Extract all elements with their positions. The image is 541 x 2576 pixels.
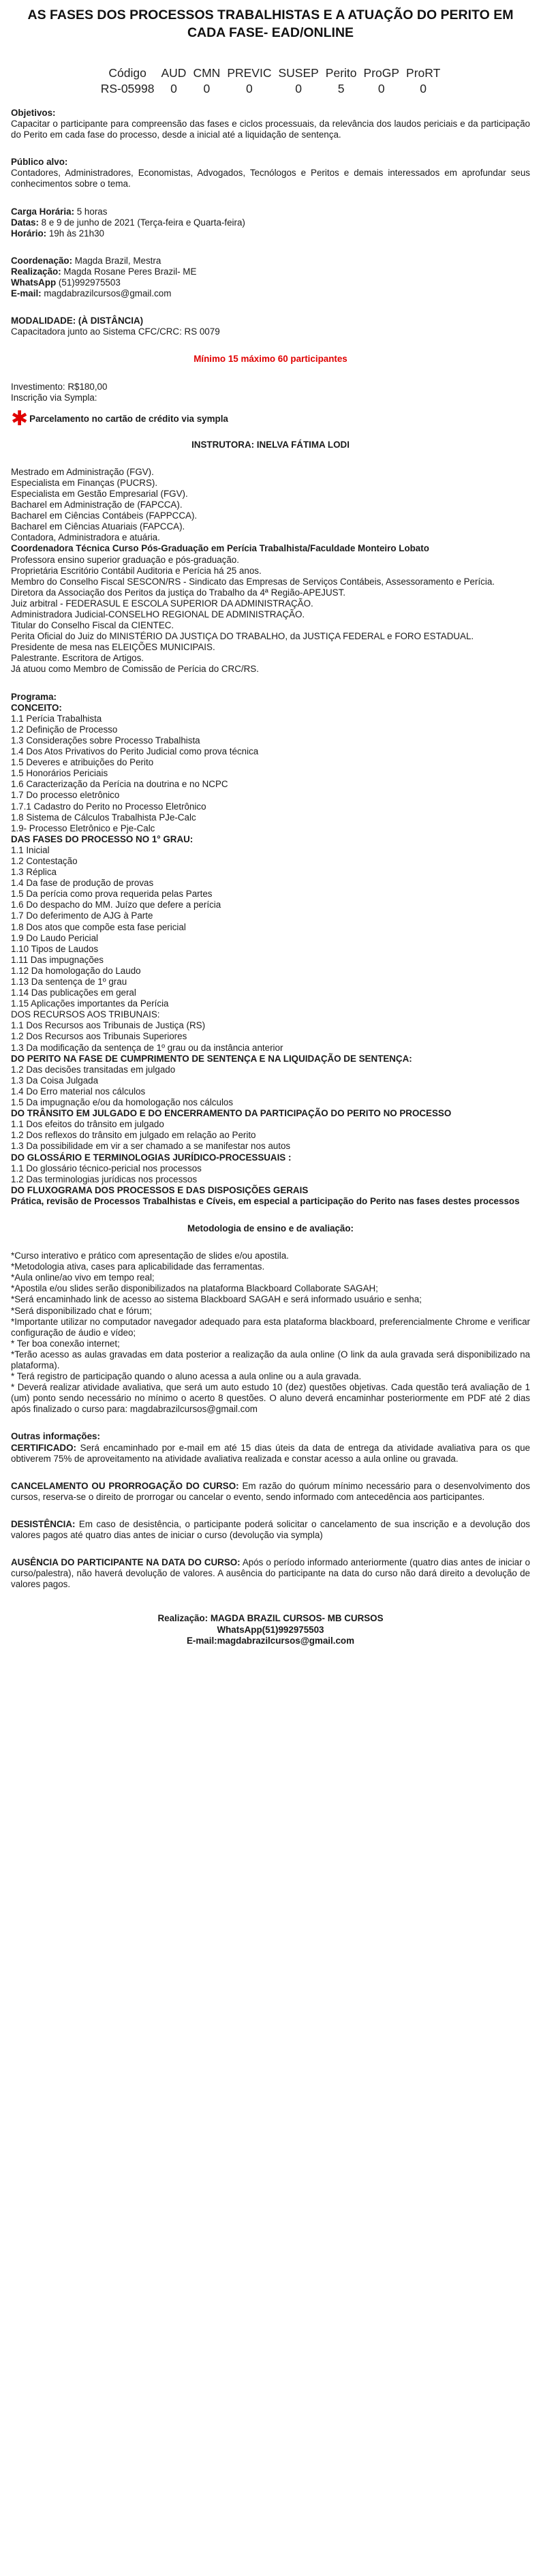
list-item: 1.6 Caracterização da Perícia na doutrina e no NCPC [11,779,228,790]
list-item: 1.4 Dos Atos Privativos do Perito Judicial como prova técnica [11,746,259,757]
pratica-label: Prática, revisão de Processos Trabalhistas e Cíveis, em especial a participação do Perito nas fases destes processos [11,1195,520,1206]
carga-value: 5 horas [74,206,108,217]
list-item: Membro do Conselho Fiscal SESCON/RS - Sindicato das Empresas de Serviços Contábeis, Assessoramento e Perícia. [11,576,495,587]
fases-label: DAS FASES DO PROCESSO NO 1° GRAU: [11,833,194,844]
list-item: *Será disponibilizado chat e fórum; [11,1305,152,1316]
transito-list [11,1119,530,1152]
metodologia-section [11,1251,530,1415]
list-item: 1.9 Do Laudo Pericial [11,932,99,943]
list-item: 1.7.1 Cadastro do Perito no Processo Eletrônico [11,801,206,812]
ausencia-paragraph [11,1557,530,1590]
list-item: 1.2 Dos reflexos do trânsito em julgado em relação ao Perito [11,1130,256,1141]
parcelamento-line [11,407,530,430]
asterisk-icon: ✱ [11,407,29,430]
list-item: 1.11 Das impugnações [11,954,104,965]
list-item: * Deverá realizar atividade avaliativa, que será um auto estudo 10 (dez) questões objetivas. Cada questão terá avaliação de 1 (um) ponto sendo necessário no mínimo o acerto 8 questões. O aluno deverá encaminhar posteriormente em PDF até 2 dias após finalizado o curso para: magdabrazilcursos@gmail.com [11,1382,530,1415]
list-item: 1.15 Aplicações importantes da Perícia [11,998,169,1009]
outras-label: Outras informações: [11,1431,100,1442]
investimento-text: Investimento: R$180,00 [11,381,108,392]
transito-label: DO TRÂNSITO EM JULGADO E DO ENCERRAMENTO DA PARTICIPAÇÃO DO PERITO NO PROCESSO [11,1108,452,1119]
instrutora-bio [11,467,530,675]
list-item: 1.5 Honorários Periciais [11,768,108,779]
list-item: 1.5 Deveres e atribuições do Perito [11,757,154,768]
programa-section [11,692,530,1207]
datas-value: 8 e 9 de junho de 2021 (Terça-feira e Quarta-feira) [38,217,245,228]
horario-value: 19h às 21h30 [46,228,104,239]
list-item: 1.10 Tipos de Laudos [11,943,99,954]
list-item: 1.2 Das decisões transitadas em julgado [11,1064,176,1075]
objetivos-label: Objetivos: [11,108,56,118]
code-table-cell: 0 [295,82,302,95]
whatsapp-label: WhatsApp [11,277,57,288]
list-item: Contadora, Administradora e atuária. [11,532,160,543]
contato-section [11,256,530,299]
list-item: 1.7 Do deferimento de AJG à Parte [11,910,153,921]
inscricao-text[interactable]: Inscrição via Sympla: [11,392,97,403]
ausencia-label: AUSÊNCIA DO PARTICIPANTE NA DATA DO CURSO: [11,1557,241,1568]
footer [11,1613,530,1646]
list-item: 1.7 Do processo eletrônico [11,790,120,801]
list-item: 1.3 Da Coisa Julgada [11,1075,99,1086]
list-item: Bacharel em Ciências Atuariais (FAPCCA). [11,521,185,532]
conceito-label: CONCEITO: [11,702,62,713]
certificado-text: Será encaminhado por e-mail em até 15 dias úteis da data de entrega da atividade avaliativa para os que obtiverem 75% de aproveitamento na atividade avaliativa realizada e constar acesso a aula online ou gravada. [11,1442,530,1464]
list-item: DOS RECURSOS AOS TRIBUNAIS: [11,1009,160,1020]
list-item: *Aula online/ao vivo em tempo real; [11,1272,155,1283]
code-table-header-row [97,65,444,81]
list-item: *Terão acesso as aulas gravadas em data posterior a realização da aula online (O link da aula gravada será disponibilizado na plataforma). [11,1349,530,1370]
code-table-header: AUD [161,66,187,80]
list-item: 1.1 Dos efeitos do trânsito em julgado [11,1119,164,1130]
list-item: Perita Oficial do Juiz do MINISTÉRIO DA JUSTIÇA DO TRABALHO, da JUSTIÇA FEDERAL e FORO ESTADUAL. [11,631,474,642]
code-table-header: SUSEP [278,66,319,80]
fases-list [11,845,530,1054]
list-item: 1.14 Das publicações em geral [11,987,136,998]
metodologia-list [11,1251,530,1415]
list-item: *Metodologia ativa, cases para aplicabilidade das ferramentas. [11,1261,265,1272]
list-item: 1.2 Definição de Processo [11,724,118,735]
vagas-notice: Mínimo 15 máximo 60 participantes [194,354,347,365]
list-item: 1.13 Da sentença de 1º grau [11,977,127,987]
list-item: *Importante utilizar no computador navegador adequado para esta plataforma blackboard, preferencialmente Chrome e verificar configuração de áudio e vídeo; [11,1316,530,1338]
list-item: 1.12 Da homologação do Laudo [11,965,141,976]
publico-section [11,157,530,189]
list-item: Já atuou como Membro de Comissão de Perícia do CRC/RS. [11,664,259,675]
list-item: Mestrado em Administração (FGV). [11,466,154,477]
modalidade-text: Capacitadora junto ao Sistema CFC/CRC: RS 0079 [11,326,220,337]
list-item: Presidente de mesa nas ELEIÇÕES MUNICIPAIS. [11,642,215,653]
code-table-cell: RS-05998 [100,82,155,95]
code-table-header: ProRT [406,66,441,80]
list-item: 1.3 Considerações sobre Processo Trabalhista [11,735,200,746]
horario-label: Horário: [11,228,47,239]
horario-line [11,228,530,239]
list-item: *Será encaminhado link de acesso ao sistema Blackboard SAGAH e será informado usuário e senha; [11,1294,422,1305]
code-table-header: Perito [325,66,357,80]
list-item: Palestrante. Escritora de Artigos. [11,653,144,664]
realizacao-value: Magda Rosane Peres Brazil- ME [61,266,197,277]
outras-section [11,1431,530,1464]
list-item: 1.4 Do Erro material nos cálculos [11,1086,146,1097]
objetivos-section [11,108,530,140]
info-section [11,206,530,239]
code-table-value-row [97,81,444,97]
list-item: 1.3 Da modificação da sentença de 1º grau ou da instância anterior [11,1042,283,1053]
list-item: 1.2 Contestação [11,855,78,866]
code-table-header: PREVIC [227,66,272,80]
code-table-header: Código [108,66,146,80]
realizacao-line [11,266,530,277]
list-item: 1.3 Da possibilidade em vir a ser chamado a se manifestar nos autos [11,1141,291,1152]
list-item: Juiz arbitral - FEDERASUL E ESCOLA SUPERIOR DA ADMINISTRAÇÃO. [11,598,313,609]
desistencia-text: Em caso de desistência, o participante poderá solicitar o cancelamento de sua inscrição e a devolução dos valores pagos até quatro dias antes de iniciar o curso (devolução via sympla) [11,1518,530,1541]
desistencia-label: DESISTÊNCIA: [11,1518,76,1529]
footer-realizacao: Realização: MAGDA BRAZIL CURSOS- MB CURSOS [157,1613,384,1624]
objetivos-text: Capacitar o participante para compreensão das fases e ciclos processuais, da relevância dos laudos periciais e da participação do Perito em cada fase do processo, desde a inicial até a liquidação de sentença. [11,119,530,140]
list-item: * Ter boa conexão internet; [11,1338,120,1349]
programa-label: Programa: [11,691,57,702]
email-line [11,288,530,299]
desistencia-paragraph [11,1519,530,1541]
list-item: 1.8 Dos atos que compõe esta fase pericial [11,921,186,932]
certificado-label: CERTIFICADO: [11,1442,76,1453]
footer-whatsapp: WhatsApp(51)992975503 [217,1624,324,1635]
list-item: 1.2 Das terminologias jurídicas nos processos [11,1174,198,1184]
list-item: 1.6 Do despacho do MM. Juízo que defere a perícia [11,900,221,910]
email-label: E-mail: [11,288,42,299]
datas-line [11,217,530,228]
list-item: Diretora da Associação dos Peritos da justiça do Trabalho da 4ª Região-APEJUST. [11,587,345,598]
fluxograma-label: DO FLUXOGRAMA DOS PROCESSOS E DAS DISPOSIÇÕES GERAIS [11,1184,309,1195]
publico-text: Contadores, Administradores, Economistas, Advogados, Tecnólogos e Peritos e demais interessados em aprofundar seus conhecimentos sobre o tema. [11,168,530,189]
list-item: 1.1 Inicial [11,844,50,855]
code-table [97,65,444,97]
cancelamento-paragraph [11,1481,530,1503]
list-item: *Apostila e/ou slides serão disponibilizados na plataforma Blackboard Collaborate SAGAH; [11,1283,378,1294]
coordenadora-line: Coordenadora Técnica Curso Pós-Graduação em Perícia Trabalhista/Faculdade Monteiro Lobato [11,543,429,554]
list-item: 1.5 Da perícia como prova requerida pelas Partes [11,889,213,900]
realizacao-label: Realização: [11,266,61,277]
coord-label: Coordenação: [11,255,73,266]
list-item: Administradora Judicial-CONSELHO REGIONAL DE ADMINISTRAÇÃO. [11,609,305,619]
list-item: Proprietária Escritório Contábil Auditoria e Perícia há 25 anos. [11,565,262,576]
carga-label: Carga Horária: [11,206,75,217]
publico-label: Público alvo: [11,157,68,168]
code-table-cell: 0 [420,82,427,95]
course-title: AS FASES DOS PROCESSOS TRABALHISTAS E A ATUAÇÃO DO PERITO EM CADA FASE- EAD/ONLINE [27,7,514,40]
cancelamento-text: Em razão do quórum mínimo necessário para o desenvolvimento dos cursos, reserva-se o direito de prorrogar ou cancelar o evento, sendo informado com antecedência aos participantes. [11,1480,530,1502]
liquidacao-list [11,1064,530,1108]
glossario-list [11,1163,530,1185]
datas-label: Datas: [11,217,39,228]
coord-line [11,256,530,266]
code-table-header: CMN [193,66,221,80]
list-item: 1.4 Da fase de produção de provas [11,878,154,889]
coord-value: Magda Brazil, Mestra [72,255,161,266]
list-item: 1.5 Da impugnação e/ou da homologação nos cálculos [11,1097,234,1108]
metodologia-heading: Metodologia de ensino e de avaliação: [187,1223,354,1233]
footer-email[interactable]: E-mail:magdabrazilcursos@gmail.com [187,1635,354,1646]
whatsapp-line [11,277,530,288]
instrutora-experience [11,555,530,675]
list-item: 1.1 Do glossário técnico-pericial nos processos [11,1163,202,1174]
list-item: 1.1 Perícia Trabalhista [11,713,102,724]
list-item: 1.2 Dos Recursos aos Tribunais Superiores [11,1031,187,1042]
code-table-cell: 0 [377,82,385,95]
liquidacao-label: DO PERITO NA FASE DE CUMPRIMENTO DE SENTENÇA E NA LIQUIDAÇÃO DE SENTENÇA: [11,1053,412,1064]
modalidade-label: MODALIDADE: (À DISTÂNCIA) [11,316,144,326]
glossario-label: DO GLOSSÁRIO E TERMINOLOGIAS JURÍDICO-PROCESSUAIS : [11,1152,292,1163]
code-table-cell: 0 [246,82,253,95]
list-item: 1.9- Processo Eletrônico e Pje-Calc [11,823,155,833]
list-item: Especialista em Gestão Empresarial (FGV). [11,488,188,499]
code-table-header: ProGP [363,66,400,80]
list-item: * Terá registro de participação quando o aluno acessa a aula online ou a aula gravada. [11,1371,362,1382]
cancelamento-label: CANCELAMENTO OU PRORROGAÇÃO DO CURSO: [11,1480,239,1491]
instrutora-credentials [11,467,530,544]
list-item: Especialista em Finanças (PUCRS). [11,477,158,488]
list-item: Bacharel em Ciências Contábeis (FAPPCCA). [11,510,198,521]
code-table-cell: 5 [337,82,345,95]
certificado-paragraph [11,1443,530,1465]
code-table-cell: 0 [203,82,211,95]
list-item: *Curso interativo e prático com apresentação de slides e/ou apostila. [11,1251,289,1261]
list-item: 1.8 Sistema de Cálculos Trabalhista PJe-Calc [11,812,196,823]
instrutora-heading: INSTRUTORA: INELVA FÁTIMA LODI [191,439,350,450]
list-item: Titular do Conselho Fiscal da CIENTEC. [11,620,174,631]
ausencia-text: Após o período informado anteriormente (quatro dias antes de iniciar o curso/palestra), não haverá devolução de valores. A ausência do participante na data do curso não dará direito a devolução de valores pagos. [11,1557,530,1590]
parcelamento-text: Parcelamento no cartão de crédito via sympla [29,413,228,424]
conceito-list [11,714,530,834]
investimento-section [11,382,530,403]
code-table-cell: 0 [170,82,177,95]
list-item: Bacharel em Administração de (FAPCCA). [11,500,183,510]
modalidade-section [11,316,530,337]
list-item: 1.1 Dos Recursos aos Tribunais de Justiça (RS) [11,1020,206,1031]
list-item: 1.3 Réplica [11,867,57,878]
carga-line [11,206,530,217]
whatsapp-value: (51)992975503 [56,277,121,288]
email-value[interactable]: magdabrazilcursos@gmail.com [41,288,172,299]
list-item: Professora ensino superior graduação e pós-graduação. [11,554,239,565]
